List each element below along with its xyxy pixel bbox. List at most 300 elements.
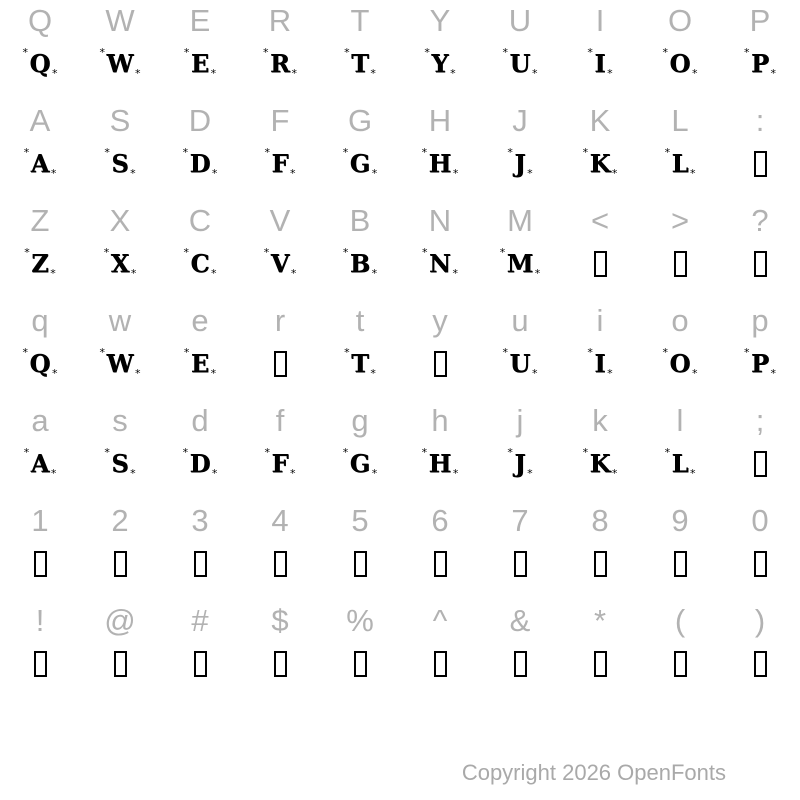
reference-char: 0 xyxy=(751,502,769,538)
missing-glyph-box xyxy=(514,551,527,577)
reference-char: U xyxy=(508,2,532,38)
reference-cell xyxy=(240,600,320,640)
glyph-cell xyxy=(160,40,240,88)
missing-glyph-box xyxy=(514,651,527,677)
reference-cell xyxy=(160,300,240,340)
ornate-font-glyph: * W * xyxy=(107,52,134,76)
reference-char: ^ xyxy=(432,602,448,638)
reference-cell xyxy=(480,0,560,40)
reference-char: Q xyxy=(27,2,53,38)
reference-char: 3 xyxy=(191,502,209,538)
symbols-row xyxy=(0,600,800,700)
reference-char: t xyxy=(355,302,365,338)
glyph-cell xyxy=(480,440,560,488)
ornate-font-glyph: * D * xyxy=(190,152,211,176)
glyph-cell xyxy=(80,640,160,688)
reference-char: * xyxy=(593,602,607,638)
glyph-cell xyxy=(720,640,800,688)
reference-cell xyxy=(0,100,80,140)
glyph-cell xyxy=(0,340,80,388)
uppercase-qwerty-row xyxy=(0,0,800,100)
missing-glyph-box xyxy=(434,551,447,577)
glyph-cell xyxy=(0,540,80,588)
missing-glyph-box xyxy=(754,451,767,477)
ornate-font-glyph: * V * xyxy=(271,252,290,276)
glyph-cell xyxy=(720,440,800,488)
ornate-font-glyph: * J * xyxy=(514,152,525,176)
ornate-font-glyph: * A * xyxy=(31,452,50,476)
reference-cell xyxy=(160,0,240,40)
reference-char: C xyxy=(188,202,212,238)
ornate-font-glyph: * S * xyxy=(111,152,128,176)
glyph-cell xyxy=(0,640,80,688)
reference-cell xyxy=(640,0,720,40)
reference-cell xyxy=(0,200,80,240)
glyph-cell xyxy=(80,40,160,88)
font-glyph-row xyxy=(0,640,800,688)
reference-cell xyxy=(560,500,640,540)
reference-char: > xyxy=(670,202,690,238)
reference-char: q xyxy=(31,302,49,338)
glyph-cell xyxy=(480,140,560,188)
glyph-cell xyxy=(720,140,800,188)
missing-glyph-box xyxy=(34,551,47,577)
glyph-cell xyxy=(320,340,400,388)
reference-cell xyxy=(0,400,80,440)
reference-char: & xyxy=(509,602,531,638)
reference-cell xyxy=(480,200,560,240)
reference-char: H xyxy=(428,102,452,138)
missing-glyph-box xyxy=(434,351,447,377)
reference-char: 7 xyxy=(511,502,529,538)
glyph-cell xyxy=(160,340,240,388)
reference-char-row xyxy=(0,600,800,640)
reference-char: L xyxy=(671,102,689,138)
reference-cell xyxy=(480,100,560,140)
ornate-font-glyph: * P * xyxy=(751,52,769,76)
reference-char: ! xyxy=(35,602,45,638)
glyph-cell xyxy=(240,240,320,288)
reference-char: 1 xyxy=(31,502,49,538)
glyph-cell xyxy=(640,240,720,288)
glyph-cell xyxy=(240,340,320,388)
ornate-font-glyph: * L * xyxy=(672,152,689,176)
copyright-text: Copyright 2026 OpenFonts xyxy=(461,760,726,785)
reference-char-row xyxy=(0,0,800,40)
glyph-cell xyxy=(0,140,80,188)
digits-row xyxy=(0,500,800,600)
glyph-cell xyxy=(320,240,400,288)
reference-char: o xyxy=(671,302,689,338)
reference-char: p xyxy=(751,302,769,338)
glyph-cell xyxy=(400,240,480,288)
glyph-cell xyxy=(560,140,640,188)
reference-cell xyxy=(160,100,240,140)
reference-cell xyxy=(560,100,640,140)
reference-char: ? xyxy=(751,202,769,238)
glyph-cell xyxy=(160,540,240,588)
lowercase-home-row xyxy=(0,400,800,500)
glyph-cell xyxy=(240,140,320,188)
font-glyph-row xyxy=(0,340,800,388)
reference-char: 5 xyxy=(351,502,369,538)
reference-char: f xyxy=(275,402,285,438)
reference-cell xyxy=(0,0,80,40)
reference-cell xyxy=(560,300,640,340)
reference-cell xyxy=(640,500,720,540)
reference-char: 2 xyxy=(111,502,129,538)
reference-char: I xyxy=(595,2,605,38)
reference-char: F xyxy=(270,102,290,138)
glyph-cell xyxy=(400,540,480,588)
ornate-font-glyph: * K * xyxy=(590,452,611,476)
glyph-cell xyxy=(400,640,480,688)
reference-char: a xyxy=(31,402,49,438)
reference-char: ) xyxy=(754,602,766,638)
reference-char: k xyxy=(592,402,608,438)
ornate-font-glyph: * Z * xyxy=(31,252,49,276)
ornate-font-glyph: * U * xyxy=(510,52,531,76)
reference-cell xyxy=(320,0,400,40)
reference-char: g xyxy=(351,402,369,438)
reference-char: O xyxy=(667,2,693,38)
missing-glyph-box xyxy=(114,551,127,577)
ornate-font-glyph: * D * xyxy=(190,452,211,476)
reference-cell xyxy=(400,200,480,240)
missing-glyph-box xyxy=(754,251,767,277)
reference-cell xyxy=(80,100,160,140)
ornate-font-glyph: * O * xyxy=(670,52,691,76)
reference-cell xyxy=(640,300,720,340)
reference-char: 6 xyxy=(431,502,449,538)
reference-char: Y xyxy=(429,2,451,38)
reference-cell xyxy=(720,300,800,340)
reference-char: 4 xyxy=(271,502,289,538)
reference-char: M xyxy=(507,202,533,238)
ornate-font-glyph: * R * xyxy=(270,52,290,76)
reference-char: r xyxy=(274,302,286,338)
reference-char-row xyxy=(0,200,800,240)
glyph-cell xyxy=(80,140,160,188)
glyph-cell xyxy=(560,640,640,688)
missing-glyph-box xyxy=(354,651,367,677)
glyph-cell xyxy=(320,540,400,588)
glyph-cell xyxy=(160,240,240,288)
ornate-font-glyph: * Q * xyxy=(30,52,51,76)
glyph-cell xyxy=(80,240,160,288)
reference-cell xyxy=(240,0,320,40)
glyph-cell xyxy=(0,40,80,88)
glyph-cell xyxy=(240,640,320,688)
reference-char: l xyxy=(676,402,684,438)
reference-char: E xyxy=(189,2,211,38)
reference-char: V xyxy=(269,202,291,238)
reference-cell xyxy=(320,100,400,140)
glyph-cell xyxy=(80,540,160,588)
ornate-font-glyph: * J * xyxy=(514,452,525,476)
reference-char: S xyxy=(109,102,131,138)
reference-cell xyxy=(320,200,400,240)
reference-cell xyxy=(640,600,720,640)
reference-char: ; xyxy=(755,402,765,438)
missing-glyph-box xyxy=(434,651,447,677)
uppercase-home-row xyxy=(0,100,800,200)
reference-char: % xyxy=(346,602,374,638)
glyph-cell xyxy=(720,540,800,588)
reference-char: D xyxy=(188,102,212,138)
missing-glyph-box xyxy=(194,651,207,677)
reference-cell xyxy=(80,600,160,640)
reference-char: : xyxy=(755,102,765,138)
ornate-font-glyph: * Y * xyxy=(431,52,448,76)
reference-cell xyxy=(80,400,160,440)
reference-cell xyxy=(640,400,720,440)
ornate-font-glyph: * O * xyxy=(670,352,691,376)
ornate-font-glyph: * K * xyxy=(590,152,611,176)
reference-char: < xyxy=(590,202,610,238)
reference-cell xyxy=(640,200,720,240)
reference-cell xyxy=(720,0,800,40)
reference-char-row xyxy=(0,100,800,140)
glyph-cell xyxy=(80,440,160,488)
reference-cell xyxy=(640,100,720,140)
reference-char: e xyxy=(191,302,209,338)
reference-char: u xyxy=(511,302,529,338)
ornate-font-glyph: * G * xyxy=(350,152,371,176)
ornate-font-glyph: * C * xyxy=(190,252,209,276)
glyph-cell xyxy=(0,440,80,488)
reference-cell xyxy=(480,600,560,640)
glyph-cell xyxy=(720,240,800,288)
reference-cell xyxy=(720,100,800,140)
reference-cell xyxy=(400,0,480,40)
glyph-cell xyxy=(640,640,720,688)
glyph-cell xyxy=(320,40,400,88)
reference-cell xyxy=(480,400,560,440)
glyph-cell xyxy=(640,40,720,88)
glyph-cell xyxy=(80,340,160,388)
glyph-cell xyxy=(240,540,320,588)
glyph-cell xyxy=(480,240,560,288)
reference-char: ( xyxy=(674,602,686,638)
glyph-cell xyxy=(560,540,640,588)
ornate-font-glyph: * F * xyxy=(271,152,288,176)
ornate-font-glyph: * T * xyxy=(351,52,369,76)
reference-cell xyxy=(160,500,240,540)
reference-char-row xyxy=(0,400,800,440)
reference-cell xyxy=(320,600,400,640)
reference-cell xyxy=(160,600,240,640)
reference-cell xyxy=(720,200,800,240)
glyph-cell xyxy=(240,440,320,488)
reference-cell xyxy=(80,300,160,340)
reference-char-row xyxy=(0,300,800,340)
reference-cell xyxy=(720,600,800,640)
missing-glyph-box xyxy=(674,251,687,277)
reference-cell xyxy=(400,500,480,540)
missing-glyph-box xyxy=(594,651,607,677)
missing-glyph-box xyxy=(594,551,607,577)
font-glyph-row xyxy=(0,40,800,88)
glyph-cell xyxy=(720,340,800,388)
glyph-cell xyxy=(160,440,240,488)
font-glyph-row xyxy=(0,140,800,188)
glyph-cell xyxy=(560,340,640,388)
reference-char-row xyxy=(0,500,800,540)
missing-glyph-box xyxy=(194,551,207,577)
reference-cell xyxy=(0,300,80,340)
reference-char: 8 xyxy=(591,502,609,538)
ornate-font-glyph: * A * xyxy=(31,152,50,176)
reference-cell xyxy=(560,0,640,40)
glyph-cell xyxy=(720,40,800,88)
uppercase-bottom-row xyxy=(0,200,800,300)
ornate-font-glyph: * T * xyxy=(351,352,369,376)
glyph-cell xyxy=(640,340,720,388)
ornate-font-glyph: * E * xyxy=(191,52,209,76)
ornate-font-glyph: * S * xyxy=(111,452,128,476)
reference-char: A xyxy=(29,102,51,138)
reference-cell xyxy=(0,600,80,640)
reference-cell xyxy=(400,400,480,440)
reference-char: y xyxy=(432,302,448,338)
reference-char: N xyxy=(428,202,452,238)
ornate-font-glyph: * M * xyxy=(507,252,534,276)
reference-cell xyxy=(80,200,160,240)
glyph-cell xyxy=(480,340,560,388)
ornate-font-glyph: * P * xyxy=(751,352,769,376)
glyph-cell xyxy=(0,240,80,288)
reference-cell xyxy=(320,400,400,440)
reference-char: i xyxy=(596,302,604,338)
reference-cell xyxy=(160,200,240,240)
missing-glyph-box xyxy=(34,651,47,677)
reference-cell xyxy=(720,500,800,540)
glyph-cell xyxy=(640,540,720,588)
reference-cell xyxy=(80,0,160,40)
missing-glyph-box xyxy=(754,151,767,177)
glyph-cell xyxy=(160,140,240,188)
reference-cell xyxy=(0,500,80,540)
reference-char: # xyxy=(191,602,209,638)
glyph-cell xyxy=(560,240,640,288)
reference-char: $ xyxy=(271,602,289,638)
glyph-cell xyxy=(480,640,560,688)
ornate-font-glyph: * I * xyxy=(594,52,605,76)
missing-glyph-box xyxy=(674,651,687,677)
glyph-cell xyxy=(480,540,560,588)
reference-char: 9 xyxy=(671,502,689,538)
missing-glyph-box xyxy=(114,651,127,677)
glyph-cell xyxy=(640,140,720,188)
glyph-cell xyxy=(400,40,480,88)
glyph-cell xyxy=(160,640,240,688)
reference-cell xyxy=(480,500,560,540)
reference-cell xyxy=(240,400,320,440)
reference-cell xyxy=(320,500,400,540)
glyph-cell xyxy=(400,140,480,188)
reference-cell xyxy=(160,400,240,440)
reference-cell xyxy=(480,300,560,340)
reference-char: d xyxy=(191,402,209,438)
glyph-cell xyxy=(480,40,560,88)
missing-glyph-box xyxy=(754,551,767,577)
reference-char: B xyxy=(349,202,371,238)
reference-char: K xyxy=(589,102,611,138)
glyph-cell xyxy=(400,440,480,488)
ornate-font-glyph: * H * xyxy=(429,452,452,476)
reference-char: w xyxy=(108,302,132,338)
reference-cell xyxy=(400,100,480,140)
missing-glyph-box xyxy=(754,651,767,677)
font-glyph-row xyxy=(0,240,800,288)
glyph-cell xyxy=(560,440,640,488)
missing-glyph-box xyxy=(674,551,687,577)
glyph-cell xyxy=(320,640,400,688)
reference-char: J xyxy=(512,102,528,138)
glyph-cell xyxy=(640,440,720,488)
missing-glyph-box xyxy=(354,551,367,577)
reference-char: G xyxy=(347,102,373,138)
reference-char: s xyxy=(112,402,128,438)
ornate-font-glyph: * H * xyxy=(429,152,452,176)
reference-cell xyxy=(320,300,400,340)
missing-glyph-box xyxy=(274,351,287,377)
font-glyph-row xyxy=(0,540,800,588)
reference-char: Z xyxy=(30,202,50,238)
ornate-font-glyph: * L * xyxy=(672,452,689,476)
ornate-font-glyph: * W * xyxy=(107,352,134,376)
lowercase-qwerty-row xyxy=(0,300,800,400)
glyph-cell xyxy=(560,40,640,88)
glyph-cell xyxy=(240,40,320,88)
reference-cell xyxy=(240,300,320,340)
reference-char: j xyxy=(516,402,524,438)
missing-glyph-box xyxy=(274,551,287,577)
reference-char: X xyxy=(109,202,131,238)
missing-glyph-box xyxy=(274,651,287,677)
reference-char: h xyxy=(431,402,449,438)
font-glyph-row xyxy=(0,440,800,488)
ornate-font-glyph: * F * xyxy=(271,452,288,476)
reference-char: W xyxy=(105,2,135,38)
ornate-font-glyph: * I * xyxy=(594,352,605,376)
ornate-font-glyph: * B * xyxy=(350,252,370,276)
reference-cell xyxy=(240,200,320,240)
reference-cell xyxy=(400,300,480,340)
missing-glyph-box xyxy=(594,251,607,277)
reference-cell xyxy=(80,500,160,540)
ornate-font-glyph: * N * xyxy=(429,252,451,276)
glyph-cell xyxy=(320,140,400,188)
reference-char: R xyxy=(268,2,292,38)
ornate-font-glyph: * X * xyxy=(111,252,130,276)
reference-char: T xyxy=(350,2,370,38)
ornate-font-glyph: * G * xyxy=(350,452,371,476)
reference-cell xyxy=(560,400,640,440)
reference-cell xyxy=(400,600,480,640)
reference-cell xyxy=(560,200,640,240)
reference-cell xyxy=(560,600,640,640)
reference-char: P xyxy=(749,2,771,38)
reference-cell xyxy=(240,500,320,540)
reference-char: @ xyxy=(104,602,136,638)
ornate-font-glyph: * E * xyxy=(191,352,209,376)
ornate-font-glyph: * Q * xyxy=(30,352,51,376)
reference-cell xyxy=(240,100,320,140)
glyph-cell xyxy=(400,340,480,388)
ornate-font-glyph: * U * xyxy=(510,352,531,376)
